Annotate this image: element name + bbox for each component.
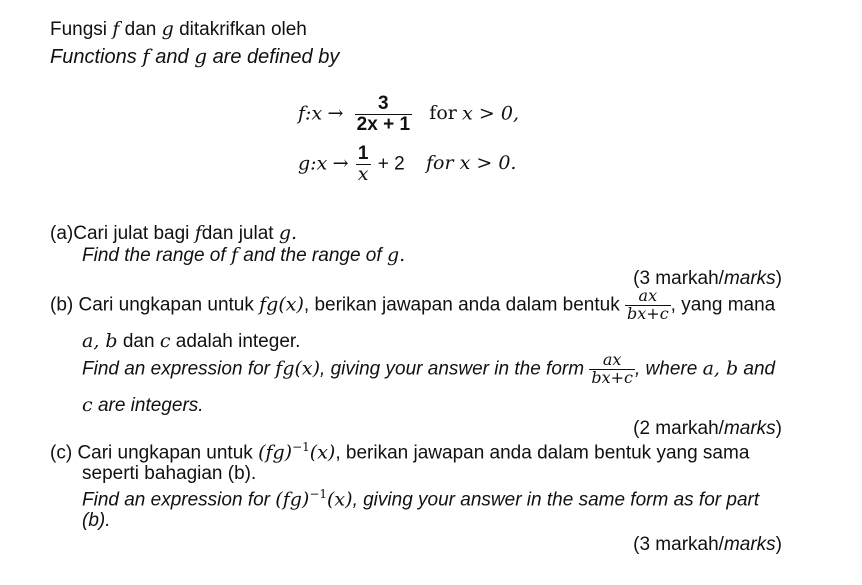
part-c-english-line2: (b). — [82, 510, 111, 531]
part-b-malay-line2: a, b dan c adalah integer. — [82, 330, 301, 352]
part-b-form-fraction-malay: $\frac{ax}{bx+c}$ — [627, 286, 669, 323]
part-c-malay-line2: seperti bahagian (b). — [82, 463, 257, 484]
part-b-malay-line1: (b) Cari ungkapan untuk fg(x), berikan jawapan anda dalam bentuk $\frac{ax}{bx+c}$ , yang mana — [50, 286, 776, 323]
part-a-marks: (3 markah/marks) — [633, 268, 782, 289]
part-c-marks: (3 markah/marks) — [633, 534, 782, 555]
intro-english: Functions f and g are defined by — [50, 44, 340, 68]
part-a-malay: (a)Cari julat bagi fdan julat g. — [50, 222, 298, 244]
part-b-form-fraction-english: $\frac{ax}{bx+c}$ — [591, 350, 633, 387]
intro-malay: Fungsi f dan g ditakrifkan oleh — [50, 18, 307, 40]
g-fraction: $\frac{1}{x}$ — [357, 143, 369, 185]
g-definition: g:x → $\frac{1}{x}$ + 2 for x > 0. — [298, 143, 517, 185]
f-fraction: $\frac{3}{2x + 1}$ — [356, 93, 411, 135]
part-c-malay-line1: (c) Cari ungkapan untuk (fg)$^{-1}$(x), berikan jawapan anda dalam bentuk yang sama — [50, 440, 750, 464]
part-c-english-line1: Find an expression for (fg)$^{-1}$(x), giving your answer in the same form as for part — [82, 487, 760, 511]
part-a-english: Find the range of f and the range of g. — [82, 244, 406, 266]
part-b-english-line1: Find an expression for fg(x), giving your answer in the form $\frac{ax}{bx+c}$ , where a, b and — [82, 350, 776, 387]
f-definition: f:x → $\frac{3}{2x + 1}$ for x > 0, — [298, 93, 519, 135]
part-b-marks: (2 markah/marks) — [633, 418, 782, 439]
part-b-english-line2: c are integers. — [82, 394, 204, 416]
